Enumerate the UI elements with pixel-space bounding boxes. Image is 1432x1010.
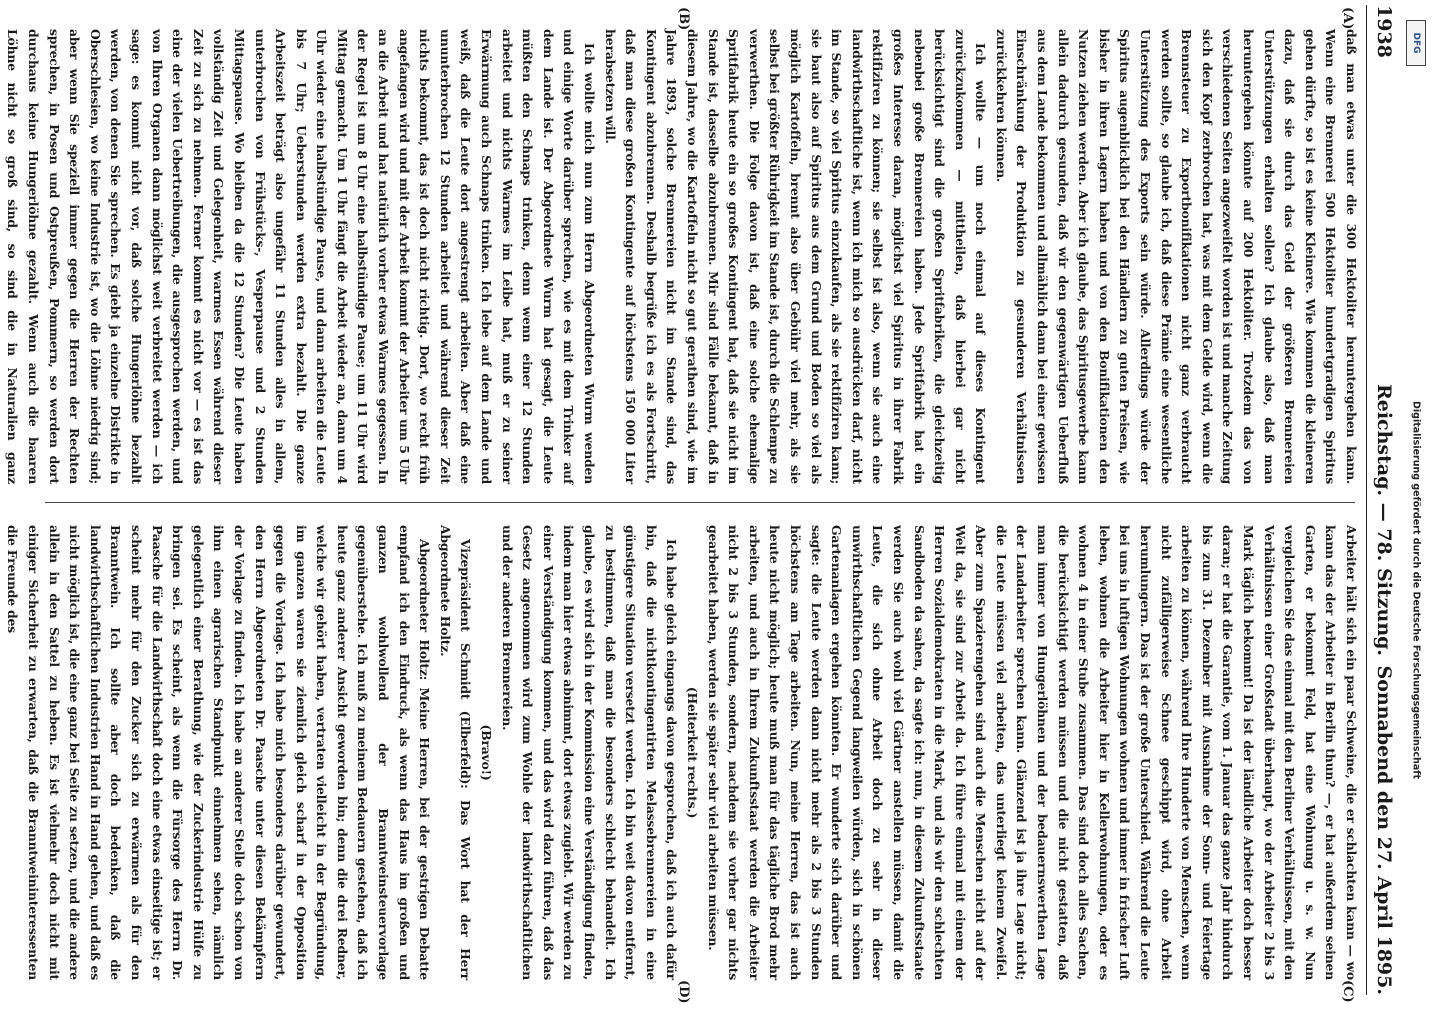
page-header [1367,5,1401,995]
session-date: Sonnabend den 27. April 1895. [1373,665,1395,995]
margin-mark-d: (D) [676,980,691,1004]
speaker-announcement: Vizepräsident Schmidt (Elberfeld): Das Wort hat der Herr Abgeordnete Holtz. [437,525,474,980]
header-rule [1366,5,1367,995]
column-rule [45,502,1355,503]
margin-mark-c: (C) [1340,980,1355,1003]
text-columns [5,5,1361,995]
digitization-note: Digitalisierung gefördert durch die Deutsche Forschungsgemeinschaft [1410,401,1422,779]
paragraph: Ich habe gleich eingangs davon gesprochen, daß ich auch dafür bin, daß die nichtkontingentirten Melassebrennereien in eine günstigere Situation versetzt werden. Ich bin weit davon entfernt, zu bestimmen, daß man die besonders schlecht behandelt. Ich glaube, es wird sich in der Kommission eine Verständigung finden, indem man hier etwas abnimmt, dort etwas zugiebt. Wir werden zu einer Verständigung kommen, und das wird dazu führen, daß das Gesetz angenommen wird zum Wohle der landwirthschaftlichen und der anderen Brennereien. [499,525,680,980]
margin-mark-b: (B) [676,7,691,31]
paragraph: Ich wollte mich nun zum Herrn Abgeordneten Wurm wenden und einige Worte darüber sprechen, wie es mit dem Trinker auf dem Lande ist. Der Abgeordnete Wurm hat gesagt, die Leute müßten den Schnaps trinken, denn wenn einer 12 Stunden arbeitet und nichts Warmes im Leibe hat, muß er zu seiner Erwärmung auch Schnaps trinken. Ich lebe auf dem Lande und weiß, daß die Leute dort angestrengt arbeiten. Aber daß eine ununterbrochen 12 Stunden arbeitet und während dieser Zeit nichts bekommt, das ist doch nicht richtig. Dort, wo recht früh angefangen wird und mit der Arbeit kommt der Arbeiter um 5 Uhr an die Arbeit und hat natürlich vorher etwas Warmes gegessen. In der Regel ist um 8 Uhr eine halbstündige Pause; um 11 Uhr wird Mittag gemacht. Um 1 Uhr fängt die Arbeit wieder an, dann um 4 Uhr wieder eine halbstündige Pause, und dann arbeiten die Leute bis 7 Uhr; Ueberstunden werden extra bezahlt. Die ganze Arbeitszeit beträgt also ungefähr 11 Stunden alles in allem, unterbrochen von Frühstücks-, Vesperpause und 2 Stunden Mittagspause. Wo bleiben da die 12 Stunden? Die Leute haben vollständig Zeit und Gelegenheit, warmes Essen während dieser Zeit zu sich zu nehmen. Ferner kommt es nicht vor — es ist das eine der vielen Uebertreibungen, die ausgesprochen werden, und von Ihren Organen dann möglichst weit verbreitet werden — ich sage: es kommt nicht vor, daß solche Hungerlöhne bezahlt werden, von denen Sie sprechen. Es giebt ja einzelne Distrikte in Oberschlesien, wo keine Industrie ist, wo die Löhne niedrig sind; aber wenn Sie speziell immer gegen die Herren der Rechten sprechen, in Posen und Ostpreußen, Pommern, so werden dort durchaus keine Hungerlöhne gezahlt. Wenn auch die baaren Löhne nicht so groß sind, so sind die in Naturalien ganz [5,29,598,484]
paragraph: Ich wollte — um noch einmal auf dieses Kontingent zurückzukommen — mittheilen, daß hierbei gar nicht berücksichtigt sind die großen Spritfabriken, die gleichzeitig nebenbei große Brennereien haben. Jede Spritfabrik hat ein großes Interesse daran, möglichst viel Spiritus in ihrer Fabrik rektifiziren zu können; sie selbst ist also, wenn sie auch eine landwirthschaftliche ist, wenn ich mich so ausdrücken darf, nicht im Stande, so viel Spiritus einzukaufen, als sie rektifiziren kann; sie baut also auf Spiritus aus dem Grund und Boden so viel als möglich Kartoffeln, brennt also über Gebühr viel mehr, als sie selbst bei größter Rührigkeit im Stande ist, durch die Schlempe zu verwerthen. Die Folge davon ist, daß eine solche ehemalige Spritfabrik heute ein so großes Kontingent hat, daß sie nicht im Stande ist, dasselbe abzubrennen. Mir sind Fälle bekannt, daß in diesem Jahre, wo die Kartoffeln nicht so gut gerathen sind, wie im Jahre 1893, solche Brennereien nicht im Stande sind, das Kontingent abzubrennen. Deshalb begrüße ich es als Fortschritt, daß man diese großen Kontingente auf höchstens 150 000 Liter herabsetzen will. [602,29,989,484]
dfg-logo: DFG [1406,20,1426,66]
rotated-newspaper-page [5,5,1401,1004]
right-column [5,525,1361,980]
page-number: 1938 [1373,5,1395,58]
paragraph: daß man etwas unter die 300 Hektoliter heruntergehen kann. Wenn eine Brennerei 500 Hektoliter hundertgradigen Spiritus gehen dürfte, so ist es keine Kleinere. Wie kommen die kleineren dazu, daß sie durch das Geld der größeren Brennereien Unterstützungen erhalten sollen? Ich glaube also, daß man heruntergehen könnte auf 200 Hektoliter. Trotzdem das von verschiedenen Seiten angezweifelt worden ist und manche Zeitung sich den Kopf zerbrochen hat, was mit dem Gelde wird, wenn die Brennsteuer zu Exportbonifikationen nicht ganz verbraucht werden sollte, so glaube ich, daß diese Prämie eine wesentliche Unterstützung des Exports sein würde. Allerdings würde der Spiritus augenblicklich bei den Händlern zu guten Preisen, wie bisher in ihren Lagern haben und von den Bonifikationen den Nutzen ziehen werden. Aber ich glaube, das Spiritusgewerbe kann allein dadurch gesunden, daß wir den gegenwärtigen Ueberfluß aus dem Lande bekommen und allmählich dann bei einer gewissen Einschränkung der Produktion zu gesunderen Verhältnissen zurückkehren können. [993,29,1359,484]
interjection: (Heiterkeit rechts.) [685,686,700,819]
margin-mark-a: (A) [1340,7,1355,30]
paragraph: Arbeiter hält sich ein paar Schweine, die er schlachten kann — wo kann das der Arbeiter in Berlin thun? —, er hat außerdem seinen Garten, er bekommt Feld, hat eine Wohnung u. s. w. Nun vergleichen Sie das einmal mit den Berliner Verhältnissen, mit den Verhältnissen einer Großstadt überhaupt, wo der Arbeiter 2 bis 3 Mark täglich bekommt! Da ist der ländliche Arbeiter doch besser daran; er hat die Garantie, vom 1. Januar das ganze Jahr hindurch bis zum 31. Dezember mit Ausnahme der Sonn- und Feiertage arbeiten zu können, während Ihre Hunderte von Menschen, wenn nicht zufälligerweise Schnee geschippt wird, ohne Arbeit herumlungern. Das ist der große Unterschied. Während die Leute bei uns in luftigen Wohnungen wohnen und immer in frischer Luft leben, wohnen die Arbeiter hier in Kellerwohnungen, oder es wohnen 4 in einer Stube zusammen. Das sind doch alles Sachen, die berücksichtigt werden müssen und die nicht gestatten, daß man immer von Hungerlöhnen und der bedauernswerthen Lage der Landarbeiter sprechen kann. Glänzend ist ja ihre Lage nicht; die Leute müssen viel arbeiten, das unterliegt keinem Zweifel. Aber zum Spazierengehen sind auch die Menschen nicht auf der Welt da, sie sind zur Arbeit da. Ich führe einmal mit einem der Herren Sozialdemokraten in die Mark, und als wir den schlechten Sandboden da sahen, da sagte ich: nun, in diesem Zukunftsstaate werden Sie auch wohl viel Gärtner anstellen müssen, damit die Leute, die sich ohne Arbeit doch zu sehr in dieser unwirthschaftlichen Gegend langweilen würden, sich in schönen Gartenanlagen ergehen könnten. Er wunderte sich darüber und sagte: die Leute werden dann nicht mehr als 2 bis 3 Stunden höchstens am Tage arbeiten. Nun, meine Herren, das ist auch heute nicht möglich; heute muß man für das tägliche Brod mehr arbeiten, und auch in Ihrem Zukunftsstaat werden die Arbeiter nicht 2 bis 3 Stunden, sondern, nachdem sie vorher gar nichts gearbeitet haben, werden sie später sehr viel arbeiten müssen. [705,525,1359,980]
dfg-stamp [1402,10,1430,1010]
paragraph: Abgeordneter Holtz: Meine Herren, bei der gestrigen Debatte empfand ich den Eindruck, als wenn das Haus im großen und ganzen wohlwollend der Branntweinsteuervorlage gegenüberstehe. Ich muß zu meinem Bedauern gestehen, daß ich heute ganz anderer Ansicht geworden bin; denn die drei Redner, welche wir gehört haben, vertraten vielleicht in der Begründung, im ganzen waren sie ziemlich gleich scharf in der Opposition gegen die Vorlage. Ich habe mich besonders darüber gewundert, den Herrn Abgeordneten Dr. Paasche unter diesen Bekämpfern der Vorlage zu finden. Ich habe an anderer Stelle doch schon von ihm einen agrarischen Standpunkt einnehmen sehen, nämlich gelegentlich einer Berathung, wie der Zuckerindustrie Hülfe zu bringen sei. Es scheint, als wenn die Fürsorge des Herrn Dr. Paasche für die Landwirthschaft doch eine etwas einseitige ist; er scheint mehr für den Zucker sich zu erwärmen als für den Branntwein. Ich sollte aber doch bedenken, daß die landwirthschaftlichen Industrien Hand in Hand gehen, und daß es nicht möglich ist, die eine ganz bei Seite zu setzen, und die andere allein in den Sattel zu heben. Es ist vielmehr doch nicht mit einiger Sicherheit zu erwarten, daß die Branntweininteressenten die Freunde des [5,525,433,980]
interjection: (Bravo!) [479,724,495,781]
session-title: Reichstag. — 78. Sitzung. [1373,383,1395,657]
left-column [5,29,1361,484]
